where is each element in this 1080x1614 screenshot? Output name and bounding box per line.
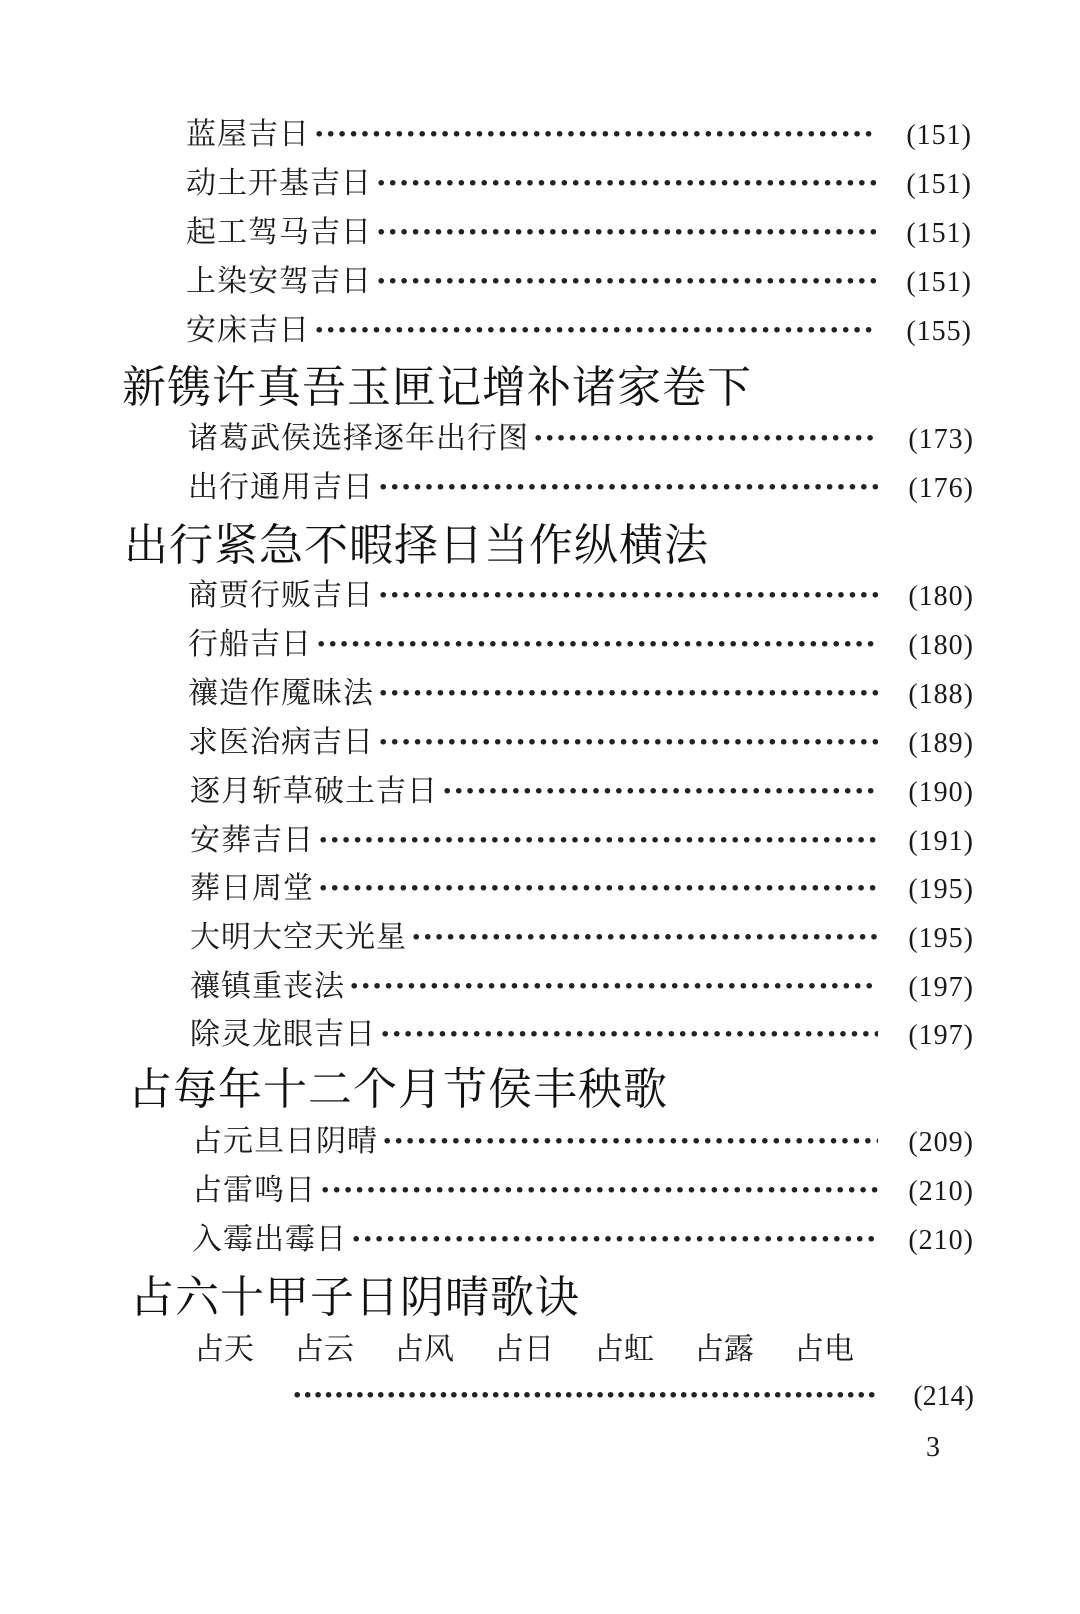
dot-leader (411, 918, 878, 958)
dot-leader (318, 821, 878, 861)
dot-leader (382, 1122, 878, 1162)
toc-entry-page: (151) (906, 267, 972, 298)
toc-entry[interactable] (190, 967, 974, 1007)
topic-list (194, 1330, 894, 1370)
toc-entry-title: 入霉出霉日 (192, 1222, 347, 1257)
toc-entry[interactable] (188, 468, 974, 508)
dot-leader (378, 576, 878, 616)
toc-entry-title: 占元旦日阴晴 (192, 1124, 378, 1159)
dot-leader (351, 1220, 878, 1260)
toc-entry-title: 禳镇重丧法 (190, 969, 345, 1004)
dot-leader (378, 674, 878, 714)
dot-leader (442, 772, 878, 812)
toc-entry-page: (151) (906, 169, 972, 200)
topic-item[interactable]: 占露 (694, 1332, 754, 1367)
toc-entry[interactable] (192, 1171, 974, 1211)
topic-item[interactable]: 占电 (794, 1332, 854, 1367)
toc-entry-page: (197) (908, 1020, 974, 1051)
toc-entry[interactable] (188, 625, 974, 665)
toc-entry-page: (189) (908, 728, 974, 759)
dot-leader (318, 869, 878, 909)
dot-leader (380, 1015, 878, 1055)
toc-entry-page: (197) (908, 972, 974, 1003)
dot-leader (316, 625, 878, 665)
topic-item[interactable]: 占云 (294, 1332, 354, 1367)
toc-entry[interactable] (188, 576, 974, 616)
section-heading: 出行紧急不暇择日当作纵横法 (124, 520, 709, 571)
toc-entry-title: 上染安驾吉日 (186, 264, 372, 299)
toc-entry[interactable] (192, 1220, 974, 1260)
toc-entry-page: (214) (913, 1381, 974, 1412)
dot-leader (378, 723, 878, 763)
toc-entry-page: (151) (906, 218, 972, 249)
dot-leader (349, 967, 878, 1007)
toc-entry-page: (180) (908, 581, 974, 612)
toc-entry-page: (210) (908, 1176, 974, 1207)
toc-entry[interactable] (186, 311, 972, 351)
toc-entry[interactable] (186, 115, 972, 155)
toc-entry-page: (195) (908, 923, 974, 954)
topic-item[interactable]: 占虹 (594, 1332, 654, 1367)
toc-entry-title: 动土开基吉日 (186, 166, 372, 201)
dot-leader (376, 164, 876, 204)
toc-entry[interactable] (292, 1376, 974, 1416)
toc-entry-title: 诸葛武侯选择逐年出行图 (188, 421, 529, 456)
toc-entry[interactable] (188, 419, 974, 459)
toc-entry-page: (155) (906, 316, 972, 347)
section-heading: 占每年十二个月节侯丰秧歌 (128, 1064, 668, 1115)
dot-leader (533, 419, 878, 459)
topic-item[interactable]: 占日 (494, 1332, 554, 1367)
toc-entry[interactable] (188, 723, 974, 763)
toc-entry-page: (151) (906, 120, 972, 151)
toc-entry[interactable] (192, 1122, 974, 1162)
toc-entry-title: 安床吉日 (186, 313, 310, 348)
toc-entry-page: (188) (908, 679, 974, 710)
toc-entry-page: (209) (908, 1127, 974, 1158)
toc-entry-page: (173) (908, 424, 974, 455)
dot-leader (376, 213, 876, 253)
toc-entry-title: 安葬吉日 (190, 823, 314, 858)
toc-entry-page: (180) (908, 630, 974, 661)
toc-entry[interactable] (190, 821, 974, 861)
dot-leader (378, 468, 878, 508)
toc-entry-title: 除灵龙眼吉日 (190, 1017, 376, 1052)
toc-entry-title: 禳造作魇昧法 (188, 676, 374, 711)
toc-entry[interactable] (188, 674, 974, 714)
toc-entry-title: 大明大空天光星 (190, 920, 407, 955)
section-heading: 新镌许真吾玉匣记增补诸家卷下 (122, 362, 752, 413)
toc-entry-page: (190) (908, 777, 974, 808)
toc-entry-title: 出行通用吉日 (188, 470, 374, 505)
toc-entry-title: 行船吉日 (188, 627, 312, 662)
dot-leader (292, 1376, 878, 1416)
toc-entry-title: 葬日周堂 (190, 871, 314, 906)
toc-entry-title: 占雷鸣日 (192, 1173, 316, 1208)
toc-entry-title: 逐月斩草破土吉日 (190, 774, 438, 809)
dot-leader (314, 115, 876, 155)
toc-entry-title: 求医治病吉日 (188, 725, 374, 760)
toc-entry-title: 起工驾马吉日 (186, 215, 372, 250)
toc-entry-page: (210) (908, 1225, 974, 1256)
dot-leader (376, 262, 876, 302)
topic-item[interactable]: 占风 (394, 1332, 454, 1367)
topic-item[interactable]: 占天 (194, 1332, 254, 1367)
toc-entry[interactable] (186, 213, 972, 253)
toc-entry[interactable] (190, 1015, 974, 1055)
toc-entry-page: (176) (908, 473, 974, 504)
toc-entry-page: (195) (908, 874, 974, 905)
toc-entry-page: (191) (908, 826, 974, 857)
toc-entry[interactable] (186, 262, 972, 302)
dot-leader (320, 1171, 878, 1211)
page-number: 3 (926, 1432, 940, 1463)
toc-entry[interactable] (190, 772, 974, 812)
dot-leader (314, 311, 876, 351)
toc-entry[interactable] (190, 918, 974, 958)
toc-entry[interactable] (186, 164, 972, 204)
toc-entry-title: 蓝屋吉日 (186, 117, 310, 152)
toc-entry[interactable] (190, 869, 974, 909)
section-heading: 占六十甲子日阴晴歌诀 (130, 1272, 580, 1323)
toc-entry-title: 商贾行贩吉日 (188, 578, 374, 613)
